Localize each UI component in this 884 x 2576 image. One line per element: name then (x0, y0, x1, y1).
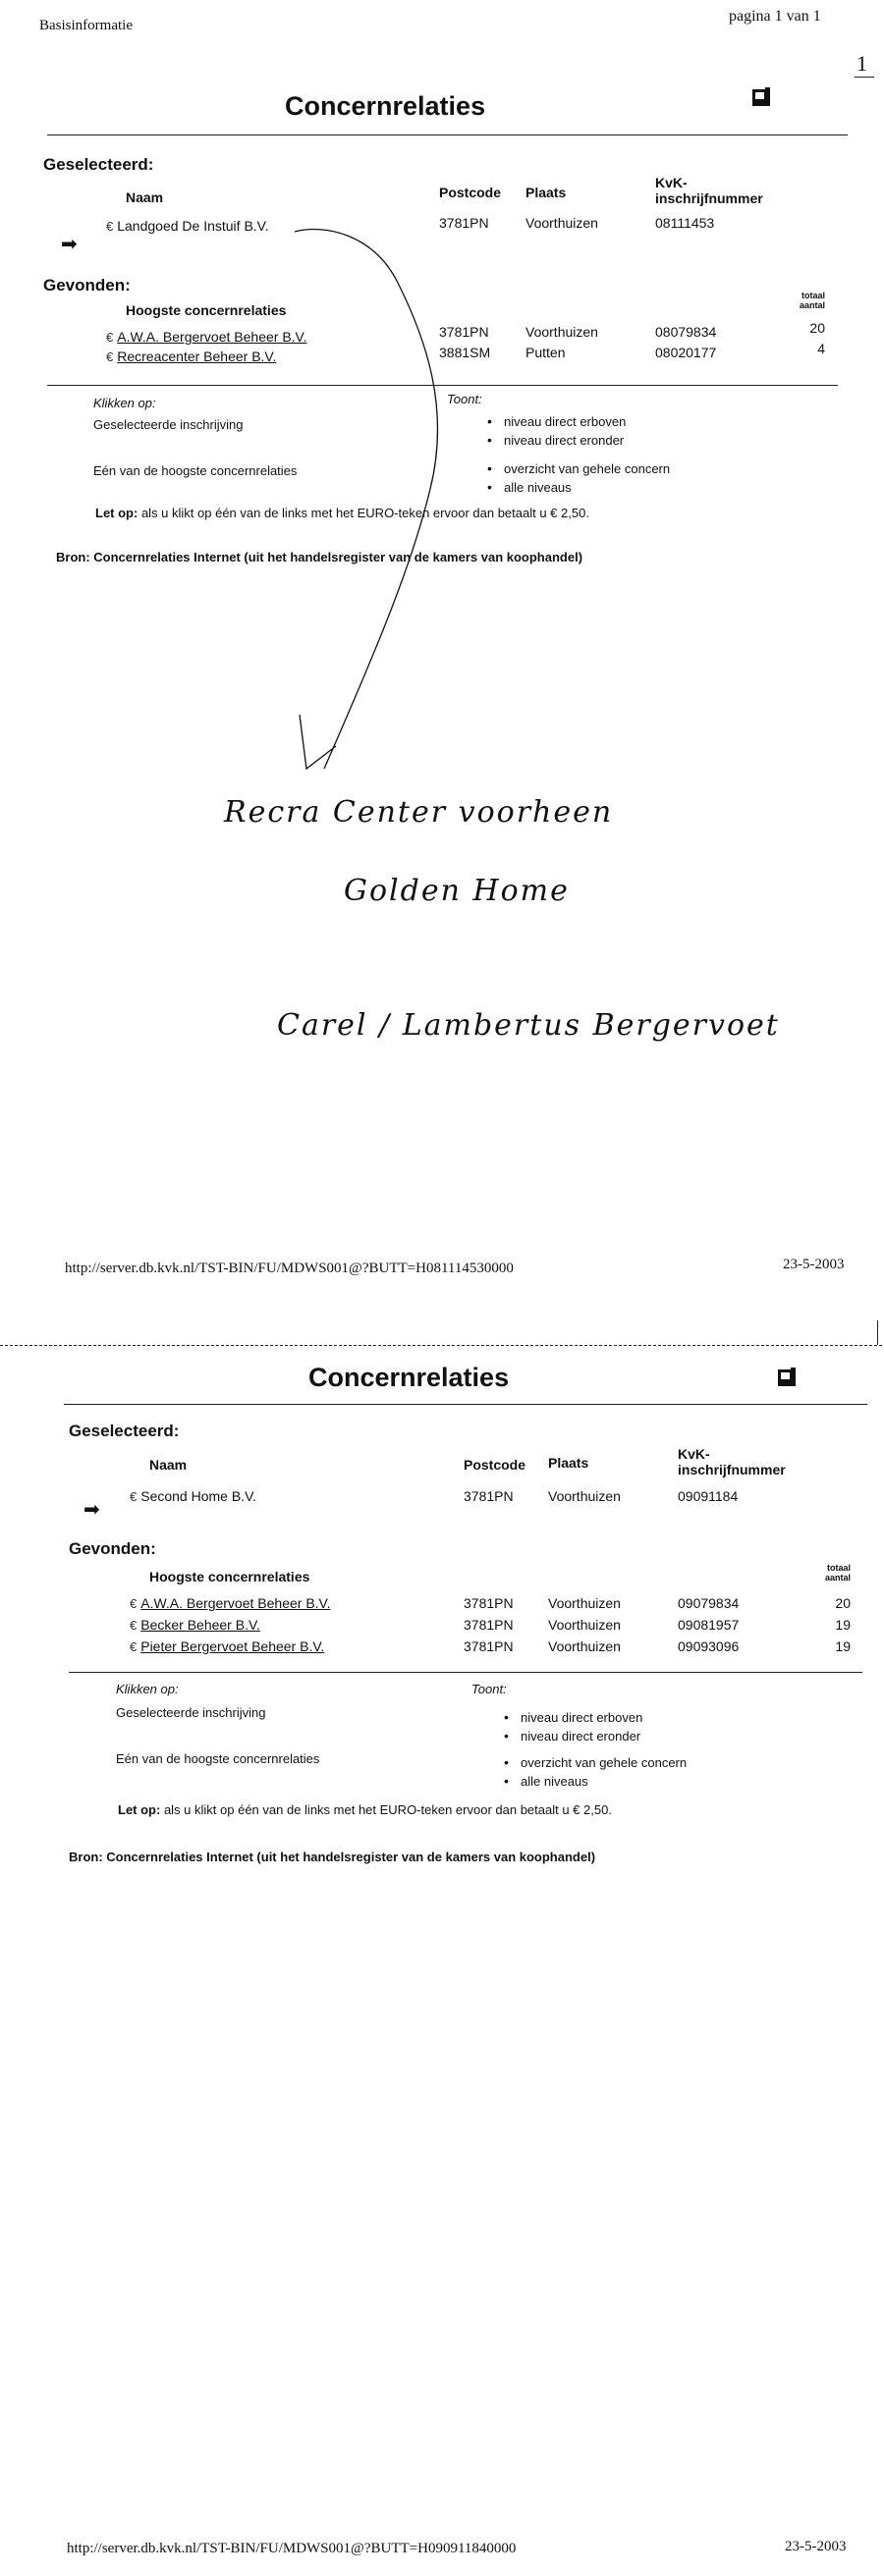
selected-arrow-icon: ➡ (61, 232, 78, 255)
found-postcode: 3781PN (439, 324, 489, 340)
found-plaats: Voorthuizen (548, 1617, 621, 1633)
selected-plaats: Voorthuizen (525, 215, 598, 231)
found-aantal: 4 (817, 341, 825, 356)
page-header-left: Basisinformatie (39, 18, 133, 33)
found-aantal: 20 (835, 1595, 851, 1611)
klikken-op: Klikken op: (93, 396, 156, 410)
totaal-aantal-label: totaal aantal (799, 291, 825, 310)
found-plaats: Putten (525, 345, 566, 360)
col-postcode: Postcode (464, 1457, 526, 1473)
toont-bullet: • alle niveaus (504, 480, 572, 495)
found-plaats: Voorthuizen (548, 1595, 621, 1611)
found-kvk: 09093096 (678, 1638, 740, 1654)
een-van-hoogste: Eén van de hoogste concernrelaties (116, 1751, 320, 1766)
found-postcode: 3781PN (464, 1638, 514, 1654)
found-kvk: 09081957 (678, 1617, 740, 1633)
print-icon[interactable] (750, 86, 772, 108)
euro-icon: € (106, 330, 114, 345)
selected-arrow-icon: ➡ (83, 1497, 100, 1521)
report-2-footer-url: http://server.db.kvk.nl/TST-BIN/FU/MDWS001@?BUTT=H090911840000 (67, 2541, 517, 2556)
found-postcode: 3781PN (464, 1617, 514, 1633)
toont: Toont: (447, 392, 482, 406)
found-postcode: 3881SM (439, 345, 491, 360)
handwritten-arrow (285, 224, 481, 783)
found-aantal: 19 (835, 1638, 851, 1654)
col-plaats: Plaats (525, 185, 567, 200)
report-2-footer-date: 23-5-2003 (785, 2539, 847, 2554)
selected-name[interactable]: Landgoed De Instuif B.V. (117, 218, 269, 234)
col-naam: Naam (149, 1457, 188, 1473)
found-row[interactable] (106, 329, 307, 345)
report-2-section-rule (69, 1672, 862, 1673)
margin-mark-rule (855, 77, 874, 78)
bron-note: Bron: Concernrelaties Internet (uit het handelsregister van de kamers van koophandel) (69, 1850, 596, 1864)
euro-icon: € (106, 349, 114, 364)
margin-mark: 1 (856, 51, 867, 76)
page-separator (0, 1345, 882, 1346)
een-van-hoogste: Eén van de hoogste concernrelaties (93, 463, 298, 478)
col-postcode: Postcode (439, 185, 502, 200)
totaal-aantal-label: totaal aantal (824, 1563, 851, 1583)
selected-kvk: 09091184 (678, 1488, 739, 1504)
print-icon[interactable] (776, 1367, 798, 1388)
hoogste-heading: Hoogste concernrelaties (149, 1569, 310, 1584)
geselecteerd-heading: Geselecteerd: (69, 1422, 180, 1440)
geselecteerde-inschrijving: Geselecteerde inschrijving (93, 417, 244, 432)
euro-icon: € (106, 219, 114, 234)
found-row[interactable] (130, 1617, 260, 1633)
selected-kvk: 08111453 (655, 215, 715, 231)
handwritten-line: Golden Home (344, 874, 570, 908)
euro-icon: € (130, 1618, 138, 1633)
col-kvk: KvK- inschrijfnummer (678, 1446, 786, 1477)
found-aantal: 19 (835, 1617, 851, 1633)
report-1-footer-date: 23-5-2003 (783, 1257, 845, 1272)
found-plaats: Voorthuizen (548, 1638, 621, 1654)
found-name[interactable]: Pieter Bergervoet Beheer B.V. (140, 1638, 325, 1654)
klikken-op: Klikken op: (116, 1682, 179, 1696)
found-name[interactable]: Recreacenter Beheer B.V. (117, 349, 277, 364)
euro-icon: € (130, 1489, 138, 1504)
bron-note: Bron: Concernrelaties Internet (uit het handelsregister van de kamers van koophandel) (56, 550, 583, 564)
toont-bullet: • alle niveaus (521, 1774, 588, 1789)
geselecteerde-inschrijving: Geselecteerde inschrijving (116, 1705, 266, 1720)
found-name[interactable]: A.W.A. Bergervoet Beheer B.V. (140, 1595, 331, 1611)
gevonden-heading: Gevonden: (69, 1539, 156, 1558)
col-plaats: Plaats (548, 1455, 589, 1471)
col-naam: Naam (126, 189, 164, 205)
selected-postcode: 3781PN (464, 1488, 514, 1504)
found-plaats: Voorthuizen (525, 324, 598, 340)
handwritten-line: Carel / Lambertus Bergervoet (277, 1008, 780, 1043)
selected-row[interactable] (130, 1488, 256, 1504)
toont-bullet: • niveau direct erboven (521, 1710, 642, 1725)
euro-icon: € (130, 1596, 138, 1611)
selected-row[interactable] (106, 218, 269, 234)
found-row[interactable] (130, 1638, 324, 1654)
found-aantal: 20 (809, 320, 825, 336)
found-name[interactable]: Becker Beheer B.V. (140, 1617, 260, 1633)
toont-bullet: • overzicht van gehele concern (504, 461, 670, 476)
selected-postcode: 3781PN (439, 215, 489, 231)
selected-name[interactable]: Second Home B.V. (140, 1488, 257, 1504)
found-name[interactable]: A.W.A. Bergervoet Beheer B.V. (117, 329, 307, 345)
handwritten-line: Recra Center voorheen (224, 795, 614, 830)
geselecteerd-heading: Geselecteerd: (43, 155, 154, 174)
toont-bullet: • niveau direct eronder (521, 1729, 640, 1744)
report-1-title-rule (47, 134, 848, 135)
toont: Toont: (471, 1682, 507, 1696)
toont-bullet: • overzicht van gehele concern (521, 1755, 687, 1770)
found-kvk: 08079834 (655, 324, 717, 340)
found-row[interactable] (130, 1595, 331, 1611)
report-1-title: Concernrelaties (285, 91, 486, 121)
selected-plaats: Voorthuizen (548, 1488, 621, 1504)
let-op-note: Let op: als u klikt op één van de links met het EURO-teken ervoor dan betaalt u € 2,50. (118, 1802, 612, 1817)
euro-icon: € (130, 1639, 138, 1654)
hoogste-heading: Hoogste concernrelaties (126, 302, 287, 318)
col-kvk: KvK- inschrijfnummer (655, 175, 763, 206)
found-row[interactable] (106, 349, 276, 364)
separator-mark (877, 1320, 878, 1345)
found-kvk: 08020177 (655, 345, 717, 360)
toont-bullet: • niveau direct eronder (504, 433, 624, 448)
found-kvk: 09079834 (678, 1595, 740, 1611)
report-1-footer-url: http://server.db.kvk.nl/TST-BIN/FU/MDWS001@?BUTT=H081114530000 (65, 1261, 514, 1276)
report-2-title-rule (64, 1404, 867, 1405)
let-op-note: Let op: als u klikt op één van de links met het EURO-teken ervoor dan betaalt u € 2,50. (95, 506, 589, 520)
page-number: pagina 1 van 1 (729, 8, 821, 25)
gevonden-heading: Gevonden: (43, 276, 131, 295)
report-2-title: Concernrelaties (308, 1363, 510, 1392)
toont-bullet: • niveau direct erboven (504, 414, 626, 429)
found-postcode: 3781PN (464, 1595, 514, 1611)
